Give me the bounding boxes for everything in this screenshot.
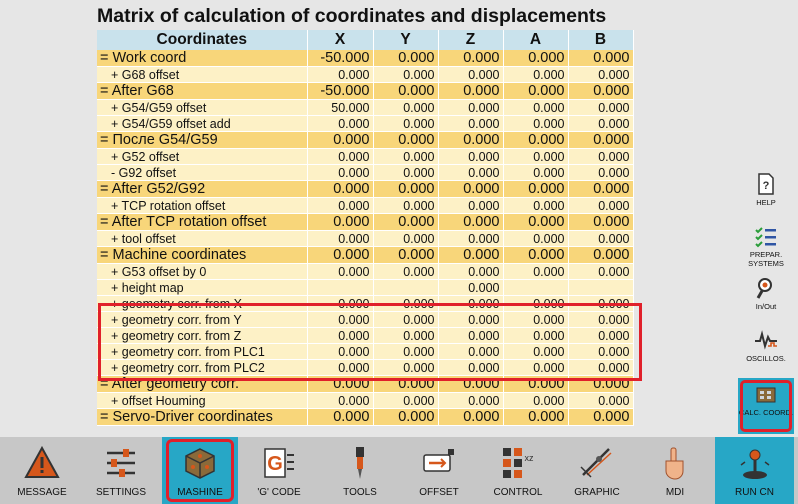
group-row [97,409,633,426]
magnifier-gear-icon [754,276,778,300]
cell-x: 0.000 [307,264,373,280]
toolbar-settings-label: SETTINGS [95,487,146,498]
cell-x: 0.000 [307,328,373,344]
toolbar-run-cn-label: RUN CN [735,487,774,498]
cell-b: 0.000 [568,328,633,344]
waveform-icon [754,328,778,352]
coordinates-matrix [97,30,634,426]
cell-b: 0.000 [568,312,633,328]
cell-x: 0.000 [307,393,373,409]
row-label: = Machine coordinates [97,247,307,264]
cell-b: 0.000 [568,409,633,426]
cell-z: 0.000 [438,312,503,328]
toolbar-control-button[interactable] [478,437,558,504]
toolbar-gcode-label: 'G' CODE [257,487,301,498]
cell-a: 0.000 [503,312,568,328]
row-label: = After G52/G92 [97,181,307,198]
in-out-label: In/Out [755,302,777,311]
row-label: + geometry corr. from Y [97,312,307,328]
cell-y: 0.000 [373,312,438,328]
cell-x: 0.000 [307,181,373,198]
cell-x: 0.000 [307,149,373,165]
cell-y: 0.000 [373,247,438,264]
header-x: X [307,30,373,50]
cell-x: 0.000 [307,376,373,393]
cell-y: 0.000 [373,50,438,67]
cell-z: 0.000 [438,247,503,264]
toolbar-machine-label: MASHINE [177,487,223,498]
toolbar-graphic-label: GRAPHIC [574,487,620,498]
bottom-toolbar [0,437,798,504]
table-row [97,231,633,247]
cell-a: 0.000 [503,376,568,393]
cell-y: 0.000 [373,181,438,198]
row-label: + geometry corr. from PLC2 [97,360,307,376]
calc-coord-button[interactable] [738,378,794,434]
header-y: Y [373,30,438,50]
cell-y: 0.000 [373,328,438,344]
run-joystick-icon [737,445,773,481]
cell-x: 0.000 [307,67,373,83]
warning-icon [24,445,60,481]
checklist-icon [754,224,778,248]
help-button[interactable] [738,172,794,207]
prepar-systems-label: PREPAR. SYSTEMS [748,250,784,268]
row-label: + geometry corr. from X [97,296,307,312]
row-label: + height map [97,280,307,296]
oscilloscope-button[interactable] [738,328,794,363]
header-coordinates: Coordinates [97,30,307,50]
row-label: = Servo-Driver coordinates [97,409,307,426]
cell-z: 0.000 [438,181,503,198]
cell-x: 0.000 [307,360,373,376]
cell-x: 0.000 [307,165,373,181]
cell-a: 0.000 [503,67,568,83]
cell-z: 0.000 [438,67,503,83]
row-label: + offset Houming [97,393,307,409]
row-label: + G53 offset by 0 [97,264,307,280]
cell-a: 0.000 [503,132,568,149]
cell-z: 0.000 [438,393,503,409]
cell-x: 0.000 [307,132,373,149]
toolbar-offset-button[interactable] [400,437,478,504]
header-a: A [503,30,568,50]
cell-a: 0.000 [503,264,568,280]
cell-y: 0.000 [373,116,438,132]
cell-y: 0.000 [373,83,438,100]
help-label: HELP [756,198,776,207]
cell-z: 0.000 [438,296,503,312]
cell-x: -50.000 [307,50,373,67]
toolbar-tools-label: TOOLS [343,487,377,498]
table-row [97,198,633,214]
cell-x: 0.000 [307,116,373,132]
cell-b: 0.000 [568,264,633,280]
row-label: - G92 offset [97,165,307,181]
row-label: = После G54/G59 [97,132,307,149]
group-row [97,50,633,67]
cell-b: 0.000 [568,376,633,393]
cell-b: 0.000 [568,214,633,231]
row-label: = After TCP rotation offset [97,214,307,231]
group-row [97,214,633,231]
toolbar-machine-button[interactable] [162,437,238,504]
gcode-icon [261,445,297,481]
cell-y: 0.000 [373,376,438,393]
toolbar-control-label: CONTROL [493,487,543,498]
cell-a: 0.000 [503,328,568,344]
row-label: + G54/G59 offset [97,100,307,116]
page-title: Matrix of calculation of coordinates and displacements [97,5,607,27]
cell-a: 0.000 [503,50,568,67]
cell-z: 0.000 [438,149,503,165]
table-row [97,280,633,296]
cell-a: 0.000 [503,116,568,132]
cell-y [373,280,438,296]
toolbar-offset-label: OFFSET [419,487,459,498]
cell-a: 0.000 [503,231,568,247]
cell-y: 0.000 [373,149,438,165]
cell-x: 0.000 [307,296,373,312]
toolbar-machine-highlight [166,439,234,502]
group-row [97,181,633,198]
help-document-icon [754,172,778,196]
cell-y: 0.000 [373,132,438,149]
cell-z: 0.000 [438,50,503,67]
cell-x: -50.000 [307,83,373,100]
cell-y: 0.000 [373,165,438,181]
cell-a: 0.000 [503,393,568,409]
cell-z: 0.000 [438,132,503,149]
cell-b: 0.000 [568,165,633,181]
sliders-icon [103,445,139,481]
toolbar-run-cn-button[interactable] [715,437,794,504]
cell-z: 0.000 [438,165,503,181]
svg-text:G: G [267,453,283,475]
cell-z: 0.000 [438,360,503,376]
cell-a: 0.000 [503,409,568,426]
table-row [97,296,633,312]
row-label: = After geometry corr. [97,376,307,393]
group-row [97,83,633,100]
table-row [97,67,633,83]
cell-x: 0.000 [307,198,373,214]
cell-b: 0.000 [568,132,633,149]
row-label: + G54/G59 offset add [97,116,307,132]
cell-y: 0.000 [373,100,438,116]
cell-y: 0.000 [373,214,438,231]
in-out-button[interactable] [738,276,794,311]
cell-y: 0.000 [373,344,438,360]
cell-a: 0.000 [503,360,568,376]
header-z: Z [438,30,503,50]
row-label: = After G68 [97,83,307,100]
calc-coord-highlight [740,380,792,432]
tools-icon [342,445,378,481]
cell-z: 0.000 [438,264,503,280]
cell-a [503,280,568,296]
toolbar-graphic-button[interactable] [558,437,636,504]
table-row [97,149,633,165]
cell-y: 0.000 [373,393,438,409]
oscilloscope-label: OSCILLOS. [746,354,786,363]
cell-z: 0.000 [438,198,503,214]
cell-b: 0.000 [568,231,633,247]
cell-z: 0.000 [438,280,503,296]
cell-a: 0.000 [503,198,568,214]
cell-b: 0.000 [568,344,633,360]
header-b: B [568,30,633,50]
cell-b: 0.000 [568,67,633,83]
cell-x: 50.000 [307,100,373,116]
cell-z: 0.000 [438,376,503,393]
cell-a: 0.000 [503,100,568,116]
table-row [97,360,633,376]
cell-a: 0.000 [503,181,568,198]
cell-a: 0.000 [503,296,568,312]
control-grid-icon [500,445,536,481]
cell-x: 0.000 [307,247,373,264]
graphic-icon [579,445,615,481]
cell-a: 0.000 [503,149,568,165]
cell-z: 0.000 [438,344,503,360]
cell-b: 0.000 [568,296,633,312]
group-row [97,376,633,393]
hand-icon [657,445,693,481]
cell-y: 0.000 [373,198,438,214]
cell-b: 0.000 [568,149,633,165]
cell-x: 0.000 [307,312,373,328]
toolbar-settings-button[interactable] [83,437,159,504]
toolbar-message-button[interactable] [4,437,80,504]
cell-x: 0.000 [307,344,373,360]
table-row [97,328,633,344]
cell-y: 0.000 [373,67,438,83]
table-row [97,344,633,360]
table-row [97,393,633,409]
row-label: + tool offset [97,231,307,247]
cell-x [307,280,373,296]
cell-y: 0.000 [373,409,438,426]
cell-b: 0.000 [568,116,633,132]
cell-b: 0.000 [568,83,633,100]
cell-z: 0.000 [438,100,503,116]
cell-y: 0.000 [373,264,438,280]
row-label: + geometry corr. from PLC1 [97,344,307,360]
cell-z: 0.000 [438,116,503,132]
row-label: + G52 offset [97,149,307,165]
cell-b: 0.000 [568,100,633,116]
table-row [97,116,633,132]
cell-b: 0.000 [568,198,633,214]
cell-a: 0.000 [503,165,568,181]
cell-a: 0.000 [503,344,568,360]
table-row [97,264,633,280]
row-label: + geometry corr. from Z [97,328,307,344]
cell-z: 0.000 [438,83,503,100]
header-row [97,30,633,50]
row-label: + G68 offset [97,67,307,83]
table-row [97,312,633,328]
cell-b: 0.000 [568,393,633,409]
cell-b: 0.000 [568,50,633,67]
row-label: = Work coord [97,50,307,67]
cell-y: 0.000 [373,360,438,376]
cell-b [568,280,633,296]
cell-x: 0.000 [307,214,373,231]
row-label: + TCP rotation offset [97,198,307,214]
cell-y: 0.000 [373,296,438,312]
group-row [97,247,633,264]
cell-b: 0.000 [568,181,633,198]
cell-x: 0.000 [307,409,373,426]
toolbar-message-label: MESSAGE [17,487,67,498]
offset-icon [421,445,457,481]
svg-text:xz: xz [524,453,534,463]
table-row [97,100,633,116]
toolbar-mdi-button[interactable] [636,437,714,504]
cell-x: 0.000 [307,231,373,247]
table-row [97,165,633,181]
cell-z: 0.000 [438,328,503,344]
cell-z: 0.000 [438,231,503,247]
cell-a: 0.000 [503,247,568,264]
cell-b: 0.000 [568,247,633,264]
cell-a: 0.000 [503,214,568,231]
toolbar-mdi-label: MDI [665,487,685,498]
calc-coord-label: CALC. COORD. [738,408,794,417]
cell-b: 0.000 [568,360,633,376]
group-row [97,132,633,149]
cell-z: 0.000 [438,409,503,426]
cell-y: 0.000 [373,231,438,247]
prepar-systems-button[interactable] [738,224,794,268]
svg-text:?: ? [762,180,770,192]
toolbar-tools-button[interactable] [320,437,400,504]
cell-z: 0.000 [438,214,503,231]
toolbar-gcode-button[interactable] [241,437,317,504]
cell-a: 0.000 [503,83,568,100]
